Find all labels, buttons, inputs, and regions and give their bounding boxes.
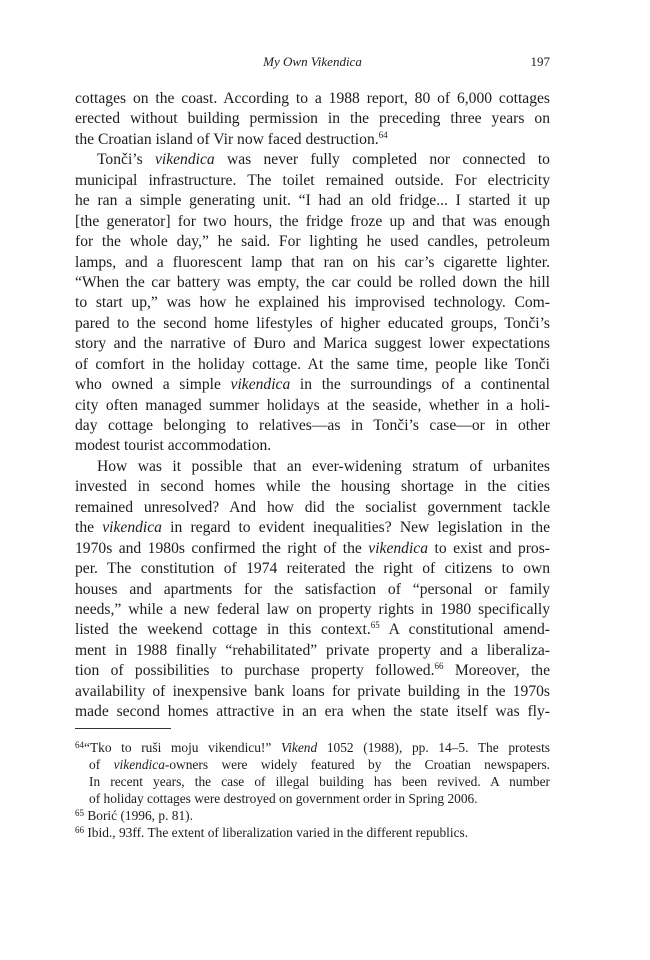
text-span: Tonči’s bbox=[97, 151, 155, 169]
text-line: needs,” while a new federal law on property rights in 1980 specifically bbox=[75, 600, 550, 618]
text-span: listed the weekend cottage in this context. bbox=[75, 621, 371, 639]
footnote-line bbox=[75, 807, 550, 824]
text-span: to exist and pros- bbox=[428, 539, 550, 557]
text-line: day cottage belonging to relatives—as in Tonči’s case—or in other bbox=[75, 417, 550, 434]
text-line: per. The constitution of 1974 reiterated the right of citizens to own bbox=[75, 560, 550, 578]
text-line: he ran a simple generating unit. “I had an old fridge... I started it up bbox=[75, 192, 550, 210]
text-line: modest tourist accommodation. bbox=[75, 437, 272, 455]
italic-term: vikendica bbox=[230, 376, 291, 394]
text-span: the Croatian island of Vir now faced destruction. bbox=[75, 130, 379, 148]
page-header bbox=[75, 54, 550, 70]
text-span: -owners were widely featured by the Croatian newspapers. bbox=[164, 757, 551, 773]
footnote-number: 64 bbox=[75, 740, 84, 750]
italic-term: vikendica bbox=[368, 539, 429, 557]
footnote-number: 65 bbox=[75, 808, 84, 819]
text-span: Moreover, the bbox=[443, 662, 551, 680]
text-span: in the surroundings of a continental bbox=[290, 376, 550, 394]
text-line: “When the car battery was empty, the car could be rolled down the hill bbox=[75, 273, 550, 291]
text-line: remained unresolved? And how did the socialist government tackle bbox=[75, 498, 550, 516]
body-text bbox=[75, 89, 550, 723]
footnote-ref: 64 bbox=[378, 129, 388, 140]
footnote-line: of holiday cottages were destroyed on government order in Spring 2006. bbox=[89, 791, 478, 807]
text-line: made second homes attractive in an era when the state itself was fly- bbox=[75, 703, 550, 721]
text-line: How was it possible that an ever-widening stratum of urbanites bbox=[97, 457, 550, 475]
footnote-line: In recent years, the case of illegal building has been revived. A number bbox=[89, 774, 550, 790]
text-line bbox=[75, 518, 550, 538]
text-line: lamps, and a fluorescent lamp that ran on his car’s cigarette lighter. bbox=[75, 253, 550, 271]
text-line: of comfort in the holiday cottage. At the same time, people like Tonči bbox=[75, 355, 550, 373]
text-line bbox=[75, 130, 550, 150]
text-line: invested in second homes while the housing shortage in the cities bbox=[75, 478, 550, 496]
text-span: who owned a simple bbox=[75, 376, 231, 394]
footnote-ref: 66 bbox=[434, 661, 444, 672]
text-span: Ibid., 93ff. The extent of liberalization varied in the different republics. bbox=[84, 825, 469, 841]
text-line: story and the narrative of Đuro and Marica suggest lower expectations bbox=[75, 335, 550, 353]
text-line: houses and apartments for the satisfaction of “personal or family bbox=[75, 580, 550, 598]
text-line: erected without building permission in the preceding three years on bbox=[75, 110, 550, 128]
text-line: [the generator] for two hours, the fridge froze up and that was enough bbox=[75, 212, 550, 230]
italic-term: Vikend bbox=[281, 740, 318, 755]
text-span: of bbox=[89, 757, 114, 773]
text-line bbox=[75, 539, 550, 559]
footnote-divider bbox=[75, 728, 171, 729]
text-line: availability of inexpensive bank loans for private building in the 1970s bbox=[75, 682, 550, 700]
footnote-ref: 65 bbox=[370, 620, 380, 631]
text-span: tion of possibilities to purchase property followed. bbox=[75, 662, 435, 680]
footnote-line bbox=[75, 824, 550, 841]
text-line: ment in 1988 finally “rehabilitated” private property and a liberaliza- bbox=[75, 641, 550, 659]
text-span: the bbox=[75, 519, 103, 537]
running-title: My Own Vikendica bbox=[263, 54, 362, 69]
text-line bbox=[75, 150, 550, 170]
text-line bbox=[75, 661, 550, 681]
text-line: to start up,” was how he explained his improvised technology. Com- bbox=[75, 294, 550, 312]
page-number: 197 bbox=[530, 54, 550, 69]
text-span: was never fully completed nor connected to bbox=[214, 151, 550, 169]
text-line: for the whole day,” he said. For lighting he used candles, petroleum bbox=[75, 233, 550, 251]
text-line: cottages on the coast. According to a 1988 report, 80 of 6,000 cottages bbox=[75, 90, 550, 107]
text-span: “Tko to ruši moju vikendicu!” bbox=[84, 740, 281, 755]
italic-term: vikendica bbox=[113, 757, 165, 773]
footnote-line bbox=[75, 756, 550, 773]
text-span: 1052 (1988), pp. 14–5. The protests bbox=[317, 740, 550, 755]
text-line: municipal infrastructure. The toilet remained outside. For electricity bbox=[75, 171, 550, 189]
text-line: pared to the second home lifestyles of higher educated groups, Tonči’s bbox=[75, 314, 550, 332]
text-span: in regard to evident inequalities? New legislation in the bbox=[161, 519, 550, 537]
text-line bbox=[75, 620, 550, 640]
footnotes bbox=[75, 739, 550, 842]
text-span: A constitutional amend- bbox=[379, 621, 550, 639]
italic-term: vikendica bbox=[102, 519, 162, 537]
text-span: 1970s and 1980s confirmed the right of the bbox=[75, 539, 369, 557]
text-span: Borić (1996, p. 81). bbox=[84, 808, 193, 824]
footnote-number: 66 bbox=[75, 825, 84, 836]
text-line bbox=[75, 375, 550, 395]
italic-term: vikendica bbox=[154, 151, 215, 169]
footnote-line bbox=[75, 739, 550, 756]
text-line: city often managed summer holidays at the seaside, whether in a holi- bbox=[75, 396, 550, 414]
